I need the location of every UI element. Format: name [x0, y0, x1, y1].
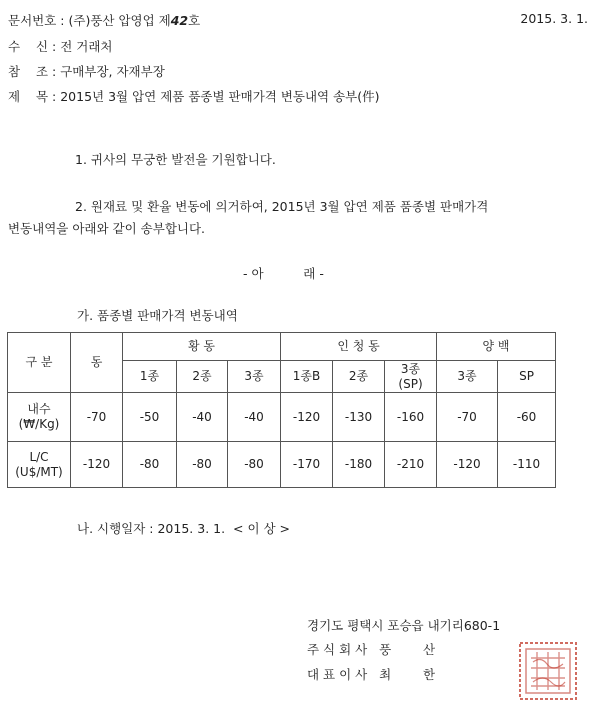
header-category: 구 분 [8, 333, 71, 393]
header-copper: 동 [71, 333, 123, 393]
subheader-cell: 2종 [333, 361, 385, 393]
table-cell: -80 [177, 442, 228, 488]
header-brass-group: 황 동 [123, 333, 281, 361]
sender-ceo: 대 표 이 사 최 한 [307, 667, 436, 682]
table-cell: -120 [71, 442, 123, 488]
table-cell: -40 [177, 393, 228, 442]
doc-number-handwritten: 42 [170, 13, 189, 28]
header-nickel-silver-group: 양 백 [437, 333, 556, 361]
subheader-cell: 1종B [281, 361, 333, 393]
table-cell: -120 [437, 442, 498, 488]
doc-number-line [8, 11, 200, 29]
table-cell: -110 [498, 442, 556, 488]
doc-number-value: (주)풍산 압영업 제 [68, 13, 171, 28]
table-cell: -70 [71, 393, 123, 442]
header-phosphor-bronze-group: 인 청 동 [281, 333, 437, 361]
colon: : [52, 89, 57, 104]
recipient-label: 수 신 [8, 39, 49, 54]
doc-number-label: 문서번호 [8, 13, 57, 28]
company-seal-stamp [515, 638, 581, 704]
below-marker: - 아 래 - [243, 266, 324, 281]
table-row [8, 393, 556, 442]
reference-label: 참 조 [8, 64, 49, 79]
table-row [8, 442, 556, 488]
subheader-cell: 1종 [123, 361, 177, 393]
subheader-cell: 2종 [177, 361, 228, 393]
table-cell: -80 [123, 442, 177, 488]
recipient-value: 전 거래처 [60, 39, 113, 54]
subject-label: 제 목 [8, 89, 49, 104]
table-cell: -40 [228, 393, 281, 442]
subheader-cell: 3종 (SP) [385, 361, 437, 393]
paragraph-2-line-1: 2. 원재료 및 환율 변동에 의거하여, 2015년 3월 압연 제품 품종별 판매가격 [75, 199, 489, 214]
section-ga-heading: 가. 품종별 판매가격 변동내역 [77, 308, 238, 323]
price-change-table [7, 332, 556, 488]
table-cell: -160 [385, 393, 437, 442]
doc-number-suffix: 호 [188, 13, 201, 28]
table-cell: -120 [281, 393, 333, 442]
row-label-domestic: 내수 (₩/Kg) [8, 393, 71, 442]
subheader-cell: 3종 [437, 361, 498, 393]
table-cell: -130 [333, 393, 385, 442]
table-cell: -60 [498, 393, 556, 442]
paragraph-1: 1. 귀사의 무궁한 발전을 기원합니다. [75, 152, 276, 167]
sender-address: 경기도 평택시 포승읍 내기리680-1 [307, 618, 501, 633]
colon: : [52, 39, 57, 54]
subheader-cell: 3종 [228, 361, 281, 393]
section-na-effective-date: 나. 시행일자 : 2015. 3. 1. < 이 상 > [77, 521, 291, 536]
subheader-cell: SP [498, 361, 556, 393]
table-header-row [8, 333, 556, 361]
reference-value: 구매부장, 자재부장 [60, 64, 165, 79]
table-cell: -180 [333, 442, 385, 488]
paragraph-2-line-2: 변동내역을 아래와 같이 송부합니다. [8, 221, 206, 236]
sender-company: 주 식 회 사 풍 산 [307, 642, 436, 657]
row-label-lc: L/C (U$/MT) [8, 442, 71, 488]
subject-value: 2015년 3월 압연 제품 품종별 판매가격 변동내역 송부(件) [60, 89, 380, 104]
table-cell: -80 [228, 442, 281, 488]
subject-line [8, 87, 380, 105]
table-cell: -210 [385, 442, 437, 488]
colon: : [60, 13, 65, 28]
table-cell: -50 [123, 393, 177, 442]
recipient-line [8, 37, 113, 55]
reference-line [8, 62, 165, 80]
colon: : [52, 64, 57, 79]
document-date: 2015. 3. 1. [520, 11, 588, 26]
table-cell: -70 [437, 393, 498, 442]
table-cell: -170 [281, 442, 333, 488]
